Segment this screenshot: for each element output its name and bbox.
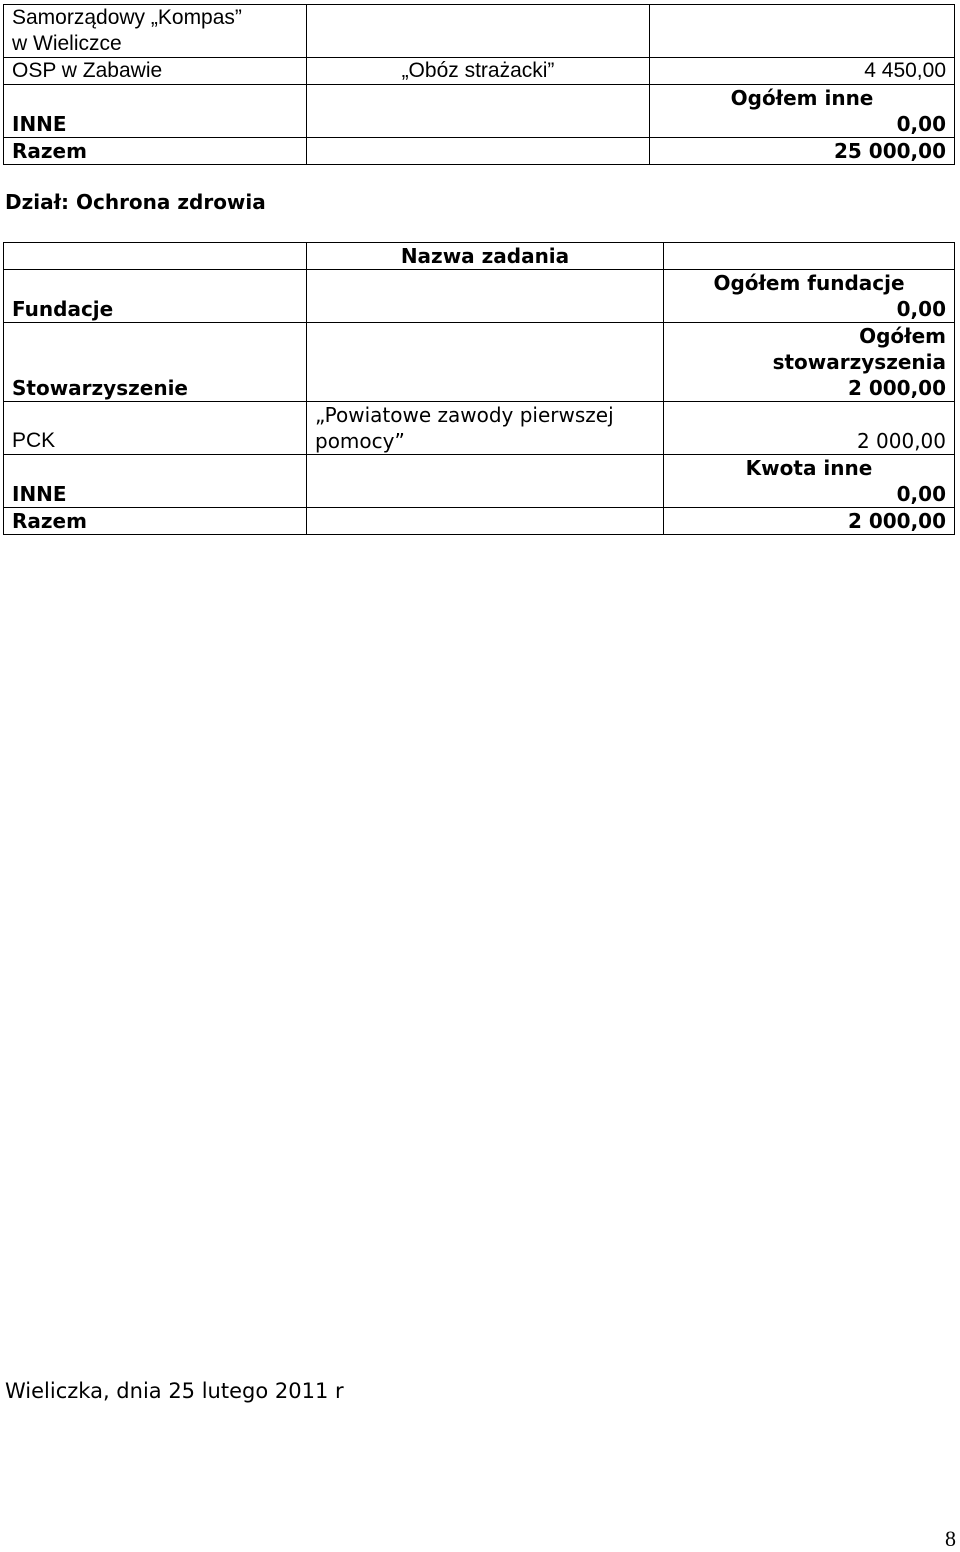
razem-label: Razem bbox=[4, 508, 307, 535]
pck-task-line1: „Powiatowe zawody pierwszej bbox=[315, 403, 614, 427]
table-row bbox=[4, 508, 955, 535]
razem-label: Razem bbox=[4, 138, 307, 165]
ogolem-fundacje-header: Ogółem fundacje bbox=[713, 271, 905, 295]
org-name: OSP w Zabawie bbox=[4, 58, 307, 85]
page-number: 8 bbox=[945, 1526, 956, 1551]
table-row bbox=[4, 85, 955, 138]
table-header-row bbox=[4, 243, 955, 270]
table-row bbox=[4, 402, 955, 455]
table-row bbox=[4, 270, 955, 323]
table-row bbox=[4, 323, 955, 402]
table-row bbox=[4, 138, 955, 165]
inne-label: INNE bbox=[4, 85, 307, 138]
ogolem-stowarzyszenia-header-line2: stowarzyszenia bbox=[772, 350, 946, 374]
kwota-inne-amount: 0,00 bbox=[896, 482, 946, 506]
amount-cell bbox=[650, 5, 955, 58]
task-name: „Obóz strażacki” bbox=[307, 58, 650, 85]
pck-task-line2: pomocy” bbox=[315, 429, 405, 453]
ogolem-stowarzyszenia-amount: 2 000,00 bbox=[847, 376, 946, 400]
table-ochrona-zdrowia bbox=[3, 242, 955, 535]
pck-label: PCK bbox=[4, 402, 307, 455]
table-row bbox=[4, 58, 955, 85]
razem-amount: 2 000,00 bbox=[664, 508, 955, 535]
ogolem-fundacje-amount: 0,00 bbox=[896, 297, 946, 321]
org-name-line1: Samorządowy „Kompas” bbox=[12, 6, 242, 29]
footer-date: Wieliczka, dnia 25 lutego 2011 r bbox=[5, 1379, 344, 1403]
table-top bbox=[3, 4, 955, 165]
kwota-inne-header: Kwota inne bbox=[745, 456, 873, 480]
ogolem-stowarzyszenia-header-line1: Ogółem bbox=[859, 324, 946, 348]
table-row bbox=[4, 5, 955, 58]
razem-amount: 25 000,00 bbox=[650, 138, 955, 165]
amount: 4 450,00 bbox=[650, 58, 955, 85]
column-header-task: Nazwa zadania bbox=[307, 243, 664, 270]
org-name-line2: w Wieliczce bbox=[12, 32, 122, 55]
table-row bbox=[4, 455, 955, 508]
ogolem-inne-header: Ogółem inne bbox=[730, 86, 874, 110]
inne-label: INNE bbox=[4, 455, 307, 508]
stowarzyszenie-label: Stowarzyszenie bbox=[4, 323, 307, 402]
section-title: Dział: Ochrona zdrowia bbox=[5, 190, 266, 214]
fundacje-label: Fundacje bbox=[4, 270, 307, 323]
task-cell bbox=[307, 5, 650, 58]
ogolem-inne-amount: 0,00 bbox=[896, 112, 946, 136]
pck-amount: 2 000,00 bbox=[664, 402, 955, 455]
